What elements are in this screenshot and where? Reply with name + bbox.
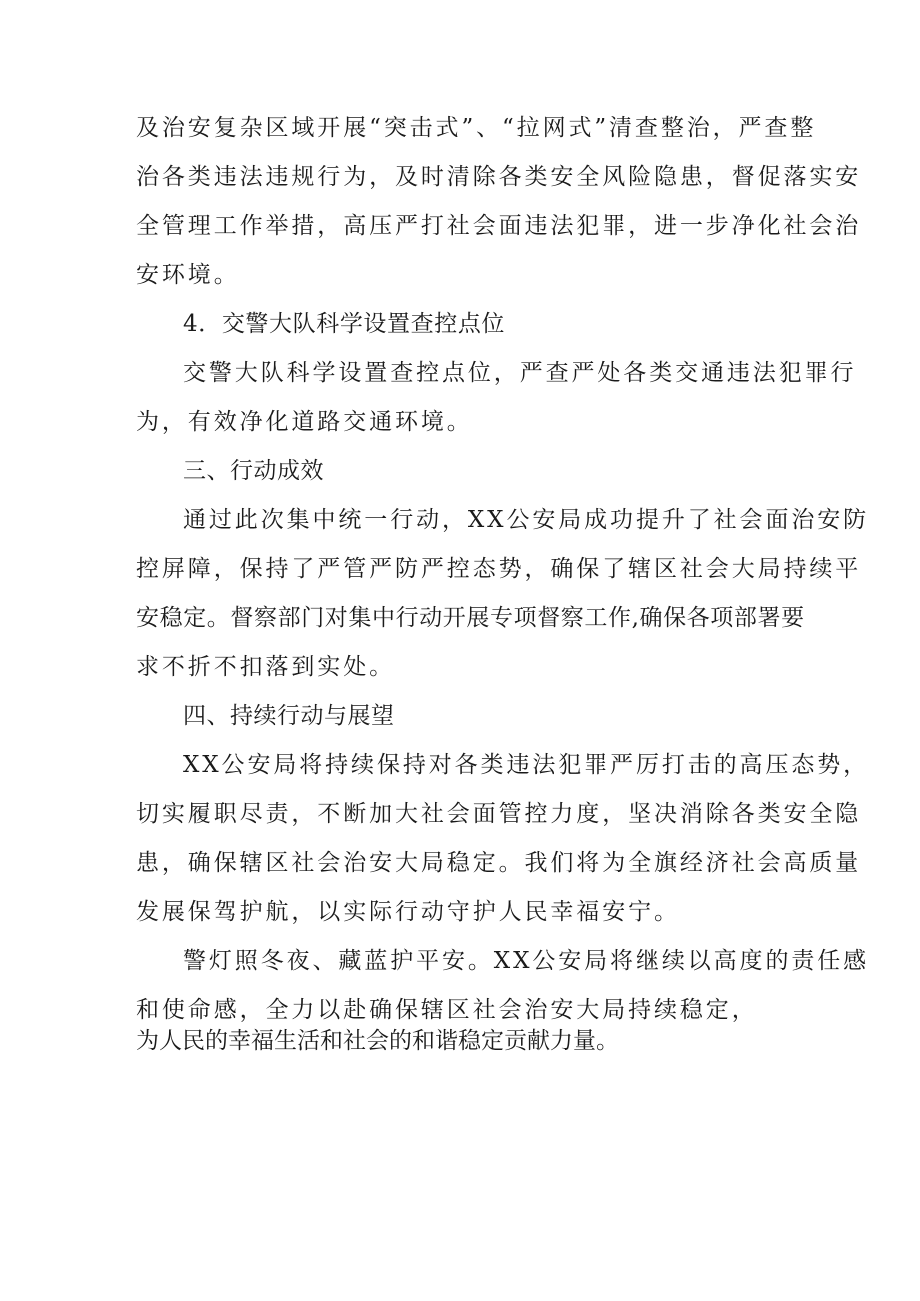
paragraph-line: 为，有效净化道路交通环境。 [136, 409, 473, 435]
paragraph-line: 安稳定。督察部门对集中行动开展专项督察工作,确保各项部署要 [136, 605, 805, 631]
paragraph-line: 治各类违法违规行为，及时清除各类安全风险隐患，督促落实安 [136, 164, 862, 190]
paragraph-line: 及治安复杂区域开展“突击式”、“拉网式”清查整治，严查整 [136, 115, 817, 141]
section-heading-outlook: 四、持续行动与展望 [183, 703, 395, 729]
paragraph-line: 警灯照冬夜、藏蓝护平安。XX公安局将继续以高度的责任感 [183, 948, 870, 974]
paragraph-line: 交警大队科学设置查控点位，严查严处各类交通违法犯罪行 [183, 360, 857, 386]
paragraph-line: 安环境。 [136, 262, 240, 288]
paragraph-line: 控屏障，保持了严管严防严控态势，确保了辖区社会大局持续平 [136, 556, 862, 582]
paragraph-line: 和使命感，全力以赴确保辖区社会治安大局持续稳定， [136, 997, 758, 1023]
paragraph-line: 全管理工作举措，高压严打社会面违法犯罪，进一步净化社会治 [136, 213, 862, 239]
paragraph-line: XX公安局将持续保持对各类违法犯罪严厉打击的高压态势， [183, 752, 870, 778]
paragraph-line: 通过此次集中统一行动，XX公安局成功提升了社会面治安防 [183, 507, 870, 533]
paragraph-line: 为人民的幸福生活和社会的和谐稳定贡献力量。 [136, 1028, 619, 1054]
section-heading-results: 三、行动成效 [183, 458, 324, 484]
paragraph-line: 发展保驾护航，以实际行动守护人民幸福安宁。 [136, 899, 680, 925]
paragraph-line: 切实履职尽责，不断加大社会面管控力度，坚决消除各类安全隐 [136, 801, 862, 827]
subheading-traffic-police: 4．交警大队科学设置查控点位 [183, 311, 506, 337]
paragraph-line: 患，确保辖区社会治安大局稳定。我们将为全旗经济社会高质量 [136, 850, 862, 876]
paragraph-line: 求不折不扣落到实处。 [136, 654, 395, 680]
